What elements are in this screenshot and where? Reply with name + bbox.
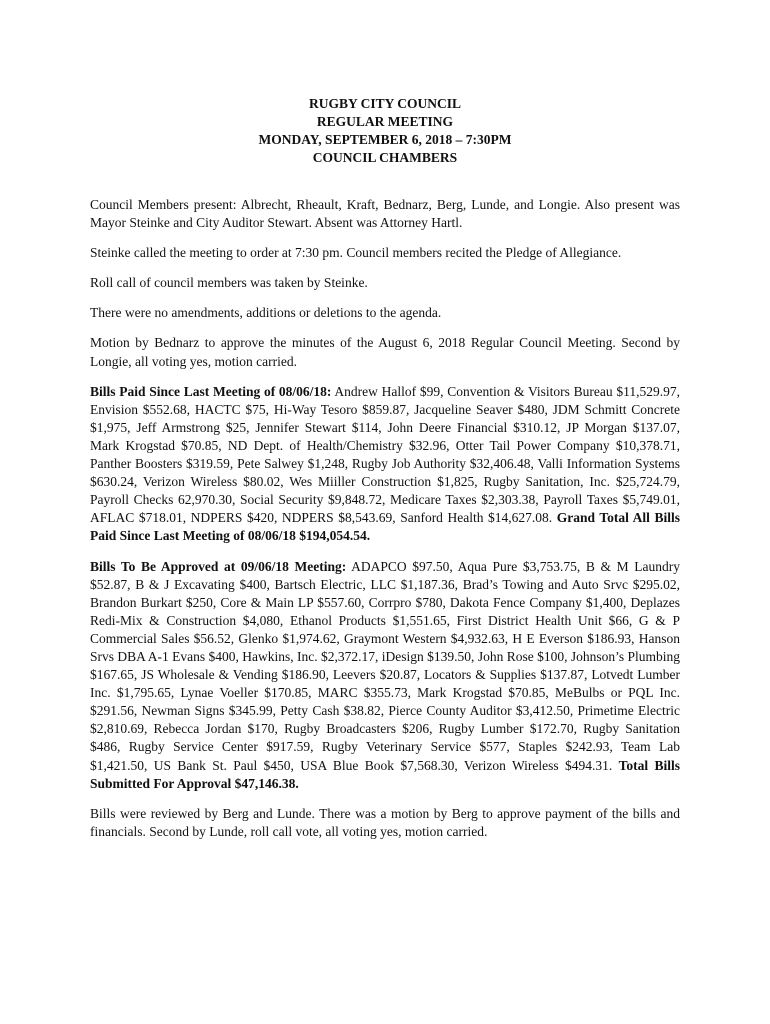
bills-approve-paragraph — [90, 558, 680, 793]
bills-paid-heading: Bills Paid Since Last Meeting of 08/06/18: — [90, 383, 332, 399]
header-date: MONDAY, SEPTEMBER 6, 2018 – 7:30PM — [258, 132, 512, 147]
minutes-paragraph: Motion by Bednarz to approve the minutes of the August 6, 2018 Regular Council Meeting. Second by Longie, all voting yes, motion carried. — [90, 335, 680, 369]
roll-call-paragraph: Roll call of council members was taken by Steinke. — [90, 275, 368, 291]
header-location: COUNCIL CHAMBERS — [312, 150, 458, 165]
bills-paid-paragraph — [90, 383, 680, 546]
call-to-order-paragraph: Steinke called the meeting to order at 7:30 pm. Council members recited the Pledge of Allegiance. — [90, 245, 622, 261]
amendments-paragraph: There were no amendments, additions or deletions to the agenda. — [90, 305, 442, 321]
bills-paid-list: Andrew Hallof $99, Convention & Visitors Bureau $11,529.97, Envision $552.68, HACTC $75, Hi-Way Tesoro $859.87, Jacqueline Seaver $480, JDM Schmitt Concrete $1,975, Jeff Armstrong $25, Jennifer Stewart $114, John Deere Financial $310.12, JP Morgan $137.07, Mark Krogstad $70.85, ND Dept. of Health/Chemistry $32.96, Otter Tail Power Company $10,378.71, Panther Boosters $319.59, Pete Salwey $1,248, Rugby Job Authority $32,406.48, Valli Information Systems $630.24, Verizon Wireless $80.02, Wes Miiller Construction $1,825, Rugby Sanitation, Inc. $25,724.79, Payroll Checks 62,970.30, Social Security $9,848.72, Medicare Taxes $2,303.38, Payroll Taxes $5,749.01, AFLAC $718.01, NDPERS $420, NDPERS $8,543.69, Sanford Health $14,627.08. — [90, 383, 680, 526]
bills-approve-list: ADAPCO $97.50, Aqua Pure $3,753.75, B & M Laundry $52.87, B & J Excavating $400, Bartsch Electric, LLC $1,187.36, Brad’s Towing and Auto Srvc $295.02, Brandon Burkart $250, Core & Main LP $557.60, Corrpro $780, Dakota Fence Company $1,400, Deplazes Redi-Mix & Construction $4,080, Ethanol Products $1,551.65, First District Health Unit $66, G & P Commercial Sales $56.52, Glenko $1,974.62, Graymont Western $4,932.63, H E Everson $186.93, Hanson Srvs DBA A-1 Evans $400, Hawkins, Inc. $2,372.17, iDesign $139.50, John Rose $100, Johnson’s Plumbing $167.65, JS Wholesale & Vending $186.90, Leevers $20.87, Locators & Supplies $137.87, Lotvedt Lumber Inc. $1,795.65, Lynae Voeller $170.85, MARC $355.73, Mark Krogstad $70.85, MeBulbs or PQL Inc. $291.56, Newman Signs $345.99, Petty Cash $38.82, Pierce County Auditor $3,412.50, Primetime Electric $2,810.69, Rebecca Jordan $170, Rugby Broadcasters $206, Rugby Lumber $172.70, Rugby Sanitation $486, Rugby Service Center $917.59, Rugby Veterinary Service $577, Staples $242.93, Team Lab $1,421.50, US Bank St. Paul $450, USA Blue Book $7,568.30, Verizon Wireless $494.31. — [90, 558, 680, 773]
bills-approve-total: Total Bills Submitted For Approval $47,146.38. — [90, 757, 680, 791]
header-title: RUGBY CITY COUNCIL — [308, 96, 461, 111]
header-meeting-type: REGULAR MEETING — [316, 114, 454, 129]
bills-paid-total: Grand Total All Bills Paid Since Last Meeting of 08/06/18 $194,054.54. — [90, 510, 680, 544]
bills-approve-heading: Bills To Be Approved at 09/06/18 Meeting: — [90, 558, 347, 574]
document-body — [90, 196, 680, 853]
bills-reviewed-paragraph: Bills were reviewed by Berg and Lunde. There was a motion by Berg to approve payment of the bills and financials. Second by Lunde, roll call vote, all voting yes, motion carried. — [90, 805, 680, 839]
attendance-paragraph: Council Members present: Albrecht, Rheault, Kraft, Bednarz, Berg, Lunde, and Longie. Also present was Mayor Steinke and City Auditor Stewart. Absent was Attorney Hartl. — [90, 197, 680, 231]
document-header — [90, 95, 680, 167]
